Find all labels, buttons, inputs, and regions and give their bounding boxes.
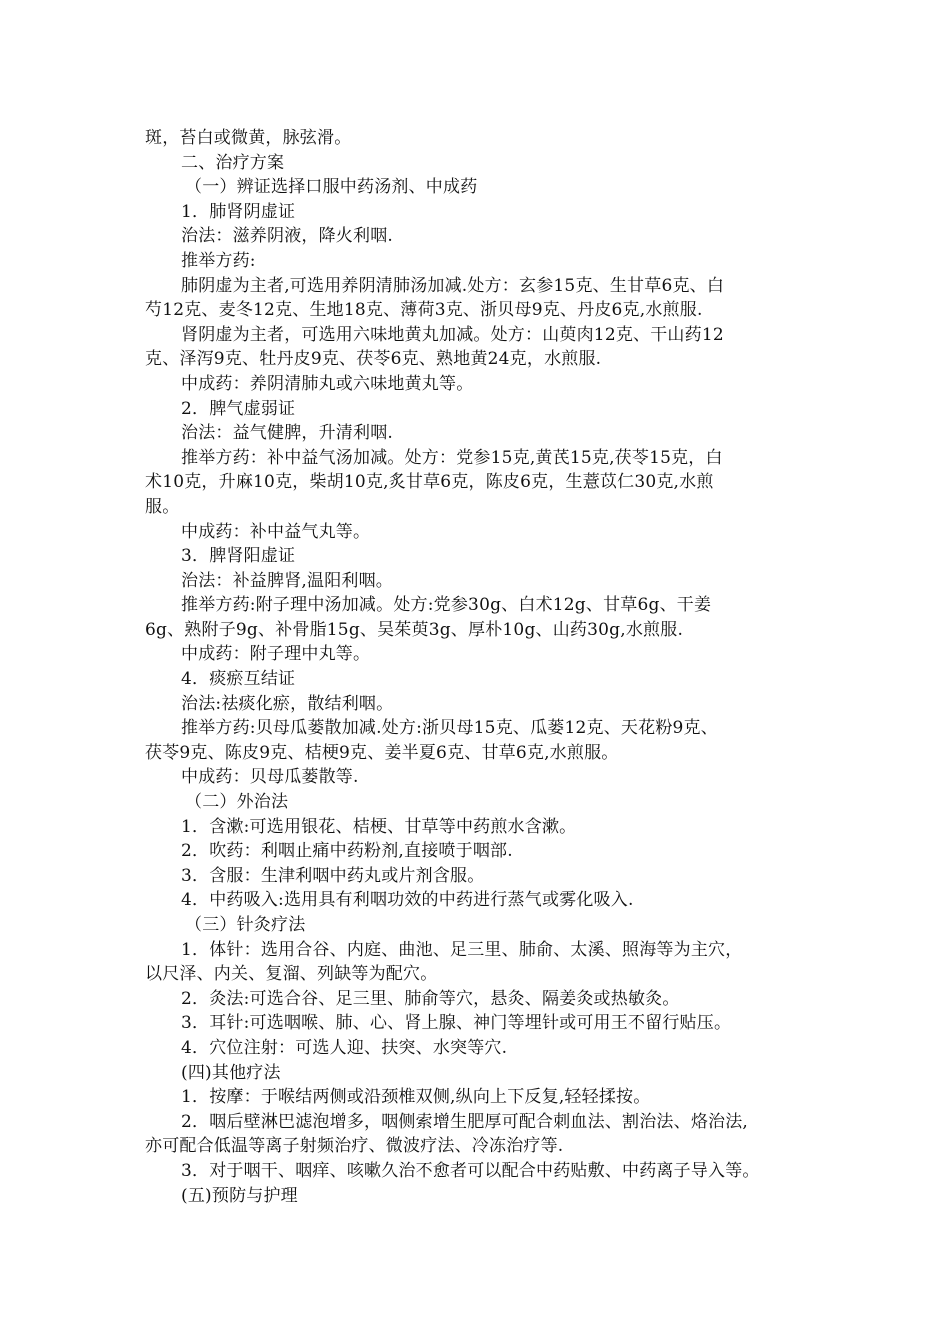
text-line: 肾阴虚为主者，可选用六味地黄丸加减。处方：山萸肉12克、干山药12 <box>181 324 724 345</box>
text-line: 中成药：养阴清肺丸或六味地黄丸等。 <box>181 373 474 394</box>
text-line: 中成药：贝母瓜蒌散等. <box>181 767 359 788</box>
text-line: 克、泽泻9克、牡丹皮9克、茯苓6克、熟地黄24克，水煎服. <box>145 349 602 370</box>
text-line: 以尺泽、内关、复溜、列缺等为配穴。 <box>145 964 438 985</box>
text-line: 推举方药: <box>181 250 256 271</box>
list-item: 2．咽后壁淋巴滤泡增多，咽侧索增生肥厚可配合刺血法、割治法、烙治法, <box>181 1111 749 1132</box>
subsection-heading: (五)预防与护理 <box>181 1185 298 1206</box>
text-line: 治法：滋养阴液，降火利咽. <box>181 226 394 247</box>
text-line: 6g、熟附子9g、补骨脂15g、吴茱萸3g、厚朴10g、山药30g,水煎服. <box>145 619 684 640</box>
list-item: 1．按摩：于喉结两侧或沿颈椎双侧,纵向上下反复,轻轻揉按。 <box>181 1087 651 1108</box>
text-line: 推举方药:贝母瓜蒌散加减.处方:浙贝母15克、瓜蒌12克、天花粉9克、 <box>181 718 718 739</box>
subsection-heading: （三）针灸疗法 <box>185 915 306 935</box>
document-page <box>145 126 813 1208</box>
text-line: 治法：益气健脾，升清利咽. <box>181 423 394 444</box>
text-line: 斑，苔白或微黄，脉弦滑。 <box>145 128 352 148</box>
text-line: 芍12克、麦冬12克、生地18克、薄荷3克、浙贝母9克、丹皮6克,水煎服. <box>145 300 703 321</box>
list-item: 3．含服：生津利咽中药丸或片剂含服。 <box>181 865 485 886</box>
text-line: 推举方药：补中益气汤加减。处方：党参15克,黄芪15克,茯苓15克，白 <box>181 447 723 468</box>
list-item: 2．吹药：利咽止痛中药粉剂,直接喷于咽部. <box>181 841 513 862</box>
subsection-heading: （一）辨证选择口服中药汤剂、中成药 <box>185 177 478 198</box>
text-line: 治法:祛痰化瘀，散结利咽。 <box>181 693 394 714</box>
list-item: 1．含漱:可选用银花、桔梗、甘草等中药煎水含漱。 <box>181 816 577 837</box>
text-line: 治法：补益脾肾,温阳利咽。 <box>181 570 394 591</box>
text-line: 中成药：附子理中丸等。 <box>181 644 371 665</box>
list-item: 4．穴位注射：可选人迎、扶突、水突等穴. <box>181 1037 508 1058</box>
section-heading: 二、治疗方案 <box>181 152 285 173</box>
text-line: 中成药：补中益气丸等。 <box>181 521 371 542</box>
text-line: 术10克，升麻10克，柴胡10克,炙甘草6克，陈皮6克，生薏苡仁30克,水煎 <box>145 472 714 493</box>
list-item: 2．灸法:可选合谷、足三里、肺俞等穴，悬灸、隔姜灸或热敏灸。 <box>181 988 680 1009</box>
text-line: 茯苓9克、陈皮9克、桔梗9克、姜半夏6克、甘草6克,水煎服。 <box>145 742 619 763</box>
subsection-heading: (四)其他疗法 <box>181 1062 281 1083</box>
syndrome-heading: 4．痰瘀互结证 <box>181 669 296 690</box>
text-line: 推举方药:附子理中汤加减。处方:党参30g、白术12g、甘草6g、干姜 <box>181 595 712 616</box>
text-line: 肺阴虚为主者,可选用养阴清肺汤加减.处方：玄参15克、生甘草6克、白 <box>181 275 725 296</box>
syndrome-heading: 3．脾肾阳虚证 <box>181 546 296 567</box>
text-line: 亦可配合低温等离子射频治疗、微波疗法、冷冻治疗等. <box>145 1136 564 1157</box>
syndrome-heading: 2．脾气虚弱证 <box>181 398 296 419</box>
subsection-heading: （二）外治法 <box>185 792 289 813</box>
syndrome-heading: 1．肺肾阴虚证 <box>181 201 296 222</box>
list-item: 4．中药吸入:选用具有利咽功效的中药进行蒸气或雾化吸入. <box>181 890 634 911</box>
list-item: 3．对于咽干、咽痒、咳嗽久治不愈者可以配合中药贴敷、中药离子导入等。 <box>181 1160 760 1181</box>
text-line: 服。 <box>145 496 180 517</box>
list-item: 1．体针：选用合谷、内庭、曲池、足三里、肺俞、太溪、照海等为主穴， <box>181 939 743 960</box>
list-item: 3．耳针:可选咽喉、肺、心、肾上腺、神门等埋针或可用王不留行贴压。 <box>181 1013 732 1034</box>
